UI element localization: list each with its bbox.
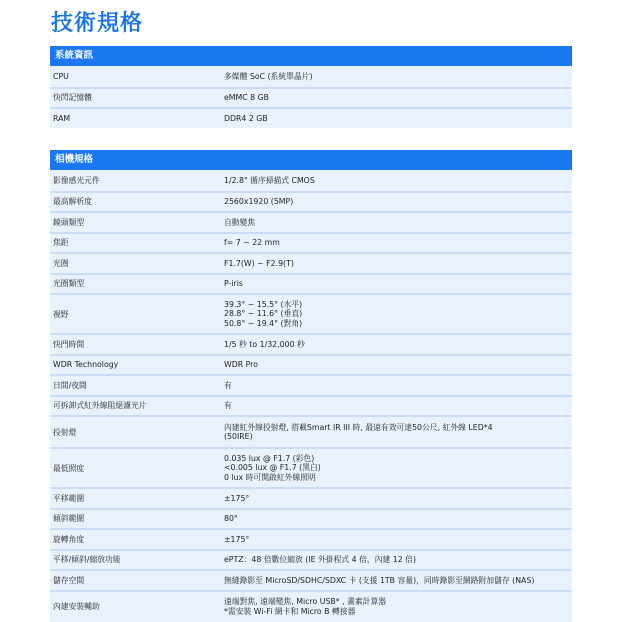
spec-value — [224, 93, 572, 103]
spec-label: 光圈 — [53, 258, 69, 268]
spec-row — [50, 528, 572, 549]
spec-label: CPU — [53, 71, 69, 81]
spec-value-line: f= 7 ~ 22 mm — [224, 238, 280, 247]
spec-value — [224, 197, 572, 207]
spec-value — [224, 72, 572, 82]
spec-label: 焦距 — [53, 238, 69, 248]
spec-row — [50, 590, 572, 622]
spec-row — [50, 87, 572, 108]
section-header: 相機規格 — [50, 150, 572, 170]
spec-row — [50, 170, 572, 191]
spec-value-line: DDR4 2 GB — [224, 113, 268, 123]
spec-value-line: 多媒體 SoC (系統單晶片) — [224, 71, 313, 81]
spec-value — [224, 423, 572, 442]
spec-value — [224, 494, 572, 504]
camera-spec-section — [50, 150, 572, 622]
spec-label: WDR Technology — [53, 360, 119, 370]
spec-row — [50, 107, 572, 128]
spec-row — [50, 191, 572, 212]
spec-value-line: 1/2.8" 循序掃描式 CMOS — [224, 175, 315, 185]
spec-row — [50, 374, 572, 395]
spec-value-line: *需安裝 Wi-Fi 網卡和 Micro B 轉接器 — [224, 606, 356, 616]
spec-row — [50, 569, 572, 590]
spec-value-line: 39.3° ~ 15.5° (水平) — [224, 299, 303, 309]
spec-row — [50, 273, 572, 294]
spec-label: 旋轉角度 — [53, 534, 85, 544]
spec-label: 日間/夜間 — [53, 380, 87, 390]
spec-label: 快門時間 — [53, 339, 85, 349]
spec-label: 內建安裝輔助 — [53, 602, 100, 611]
spec-label: 投射燈 — [53, 427, 77, 437]
spec-label: 影像感光元件 — [53, 175, 100, 185]
spec-value-line: ±175° — [224, 493, 250, 503]
spec-value-line: ePTZ：48 倍數位縮放 (IE 外掛程式 4 倍，內建 12 倍) — [224, 555, 417, 564]
spec-label: 快閃記憶體 — [53, 93, 92, 103]
spec-value — [224, 340, 572, 350]
spec-value — [224, 238, 572, 248]
spec-value — [224, 114, 572, 124]
spec-value — [224, 300, 572, 329]
spec-row — [50, 549, 572, 570]
spec-value — [224, 176, 572, 186]
spec-value — [224, 360, 572, 370]
spec-value-line: 自動變焦 — [224, 217, 256, 227]
spec-row — [50, 232, 572, 253]
spec-row — [50, 447, 572, 487]
spec-value — [224, 555, 572, 565]
spec-value-line: 有 — [224, 380, 232, 390]
spec-value — [224, 576, 572, 586]
spec-row — [50, 333, 572, 354]
spec-value — [224, 535, 572, 545]
spec-row — [50, 395, 572, 416]
spec-row — [50, 293, 572, 333]
spec-value-line: 28.8° ~ 11.6° (垂直) — [224, 309, 303, 319]
spec-row — [50, 66, 572, 87]
section-header: 系統資訊 — [50, 46, 572, 66]
spec-label: 儲存空間 — [53, 575, 85, 585]
spec-value-line: 內建紅外線投射燈, 搭載Smart IR III 時, 最遠有效可達50公尺, 紅外線 LED*4 — [224, 422, 493, 432]
spec-value-line: <0.005 lux @ F1.7 (黑白) — [224, 463, 321, 473]
spec-row — [50, 508, 572, 529]
spec-label: RAM — [53, 113, 71, 123]
spec-value-line: 2560x1920 (5MP) — [224, 197, 294, 206]
spec-value-line: 0 lux 時可開啟紅外線照明 — [224, 472, 316, 482]
spec-value-line: 遠端對焦, 遠端變焦, Micro USB* , 畫素計算器 — [224, 597, 387, 606]
spec-value-line: 1/5 秒 to 1/32,000 秒 — [224, 339, 305, 349]
spec-value-line: ±175° — [224, 534, 250, 544]
spec-row — [50, 252, 572, 273]
spec-value-line: 0.035 lux @ F1.7 (彩色) — [224, 453, 315, 463]
spec-value-line: eMMC 8 GB — [224, 93, 270, 102]
spec-label: 平移/傾斜/縮放功能 — [53, 555, 121, 565]
spec-value — [224, 597, 572, 616]
spec-label: 光圈類型 — [53, 279, 85, 289]
spec-row — [50, 354, 572, 375]
spec-value-line: P-iris — [224, 279, 243, 288]
spec-value — [224, 279, 572, 289]
spec-value — [224, 259, 572, 269]
spec-value-line: WDR Pro — [224, 360, 258, 369]
spec-value-line: (50IRE) — [224, 432, 253, 441]
spec-label: 傾斜範圍 — [53, 514, 85, 524]
spec-label: 鏡頭類型 — [53, 217, 85, 227]
spec-value — [224, 381, 572, 391]
spec-value — [224, 401, 572, 411]
spec-label: 可拆卸式紅外線阻絕濾光片 — [53, 401, 147, 411]
spec-row — [50, 415, 572, 447]
spec-label: 最低照度 — [53, 463, 85, 473]
spec-value-line: 50.8° ~ 19.4° (對角) — [224, 318, 303, 328]
spec-value — [224, 218, 572, 228]
spec-value-line: F1.7(W) ~ F2.9(T) — [224, 258, 294, 268]
spec-value — [224, 514, 572, 524]
spec-label: 視野 — [53, 309, 69, 319]
spec-label: 最高解析度 — [53, 197, 92, 207]
spec-value-line: 無縫錄影至 MicroSD/SDHC/SDXC 卡 (支援 1TB 容量)，同時錄影至網路附加儲存 (NAS) — [224, 575, 535, 585]
spec-value-line: 80° — [224, 514, 238, 523]
spec-label: 平移範圍 — [53, 493, 85, 503]
spec-value — [224, 454, 572, 483]
spec-row — [50, 487, 572, 508]
system-info-section — [50, 46, 572, 128]
page-title: 技術規格 — [51, 11, 144, 36]
spec-row — [50, 211, 572, 232]
spec-value-line: 有 — [224, 401, 232, 410]
